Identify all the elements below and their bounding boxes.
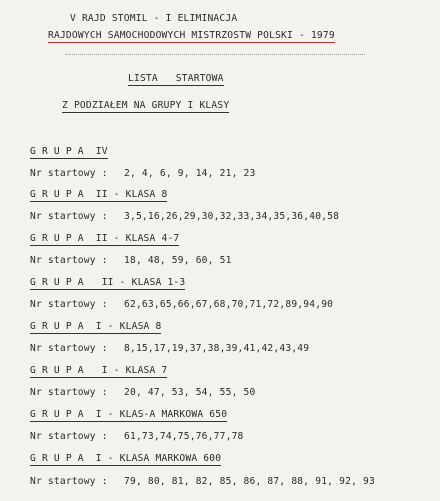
- start-numbers: 2, 4, 6, 9, 14, 21, 23: [124, 168, 256, 179]
- start-numbers: 20, 47, 53, 54, 55, 50: [124, 387, 256, 398]
- start-numbers: 8,15,17,19,37,38,39,41,42,43,49: [124, 343, 310, 354]
- group-heading: G R U P A IV: [30, 146, 108, 157]
- group-heading: G R U P A II - KLASA 8: [30, 189, 168, 200]
- start-number-label: Nr startowy :: [30, 476, 108, 487]
- list-subtitle: Z PODZIAŁEM NA GRUPY I KLASY: [62, 100, 230, 111]
- group-heading: G R U P A II - KLASA 4-7: [30, 233, 180, 244]
- group-heading: G R U P A I - KLASA 8: [30, 321, 162, 332]
- header-line-2: RAJDOWYCH SAMOCHODOWYCH MISTRZOSTW POLSKI - 1979: [48, 30, 335, 41]
- start-number-label: Nr startowy :: [30, 255, 108, 266]
- start-number-label: Nr startowy :: [30, 431, 108, 442]
- dotted-separator: [65, 54, 365, 55]
- start-number-label: Nr startowy :: [30, 387, 108, 398]
- group-heading: G R U P A II - KLASA 1-3: [30, 277, 186, 288]
- start-numbers: 61,73,74,75,76,77,78: [124, 431, 244, 442]
- start-number-label: Nr startowy :: [30, 299, 108, 310]
- start-number-label: Nr startowy :: [30, 343, 108, 354]
- start-number-label: Nr startowy :: [30, 168, 108, 179]
- group-heading: G R U P A I - KLASA MARKOWA 600: [30, 453, 222, 464]
- list-title: LISTA STARTOWA: [128, 73, 224, 84]
- start-numbers: 3,5,16,26,29,30,32,33,34,35,36,40,58: [124, 211, 340, 222]
- group-heading: G R U P A I - KLASA 7: [30, 365, 168, 376]
- start-numbers: 79, 80, 81, 82, 85, 86, 87, 88, 91, 92, 93: [124, 476, 375, 487]
- start-number-label: Nr startowy :: [30, 211, 108, 222]
- group-heading: G R U P A I - KLAS-A MARKOWA 650: [30, 409, 228, 420]
- header-line-1: V RAJD STOMIL - I ELIMINACJA: [70, 13, 238, 24]
- start-numbers: 18, 48, 59, 60, 51: [124, 255, 232, 266]
- start-numbers: 62,63,65,66,67,68,70,71,72,89,94,90: [124, 299, 334, 310]
